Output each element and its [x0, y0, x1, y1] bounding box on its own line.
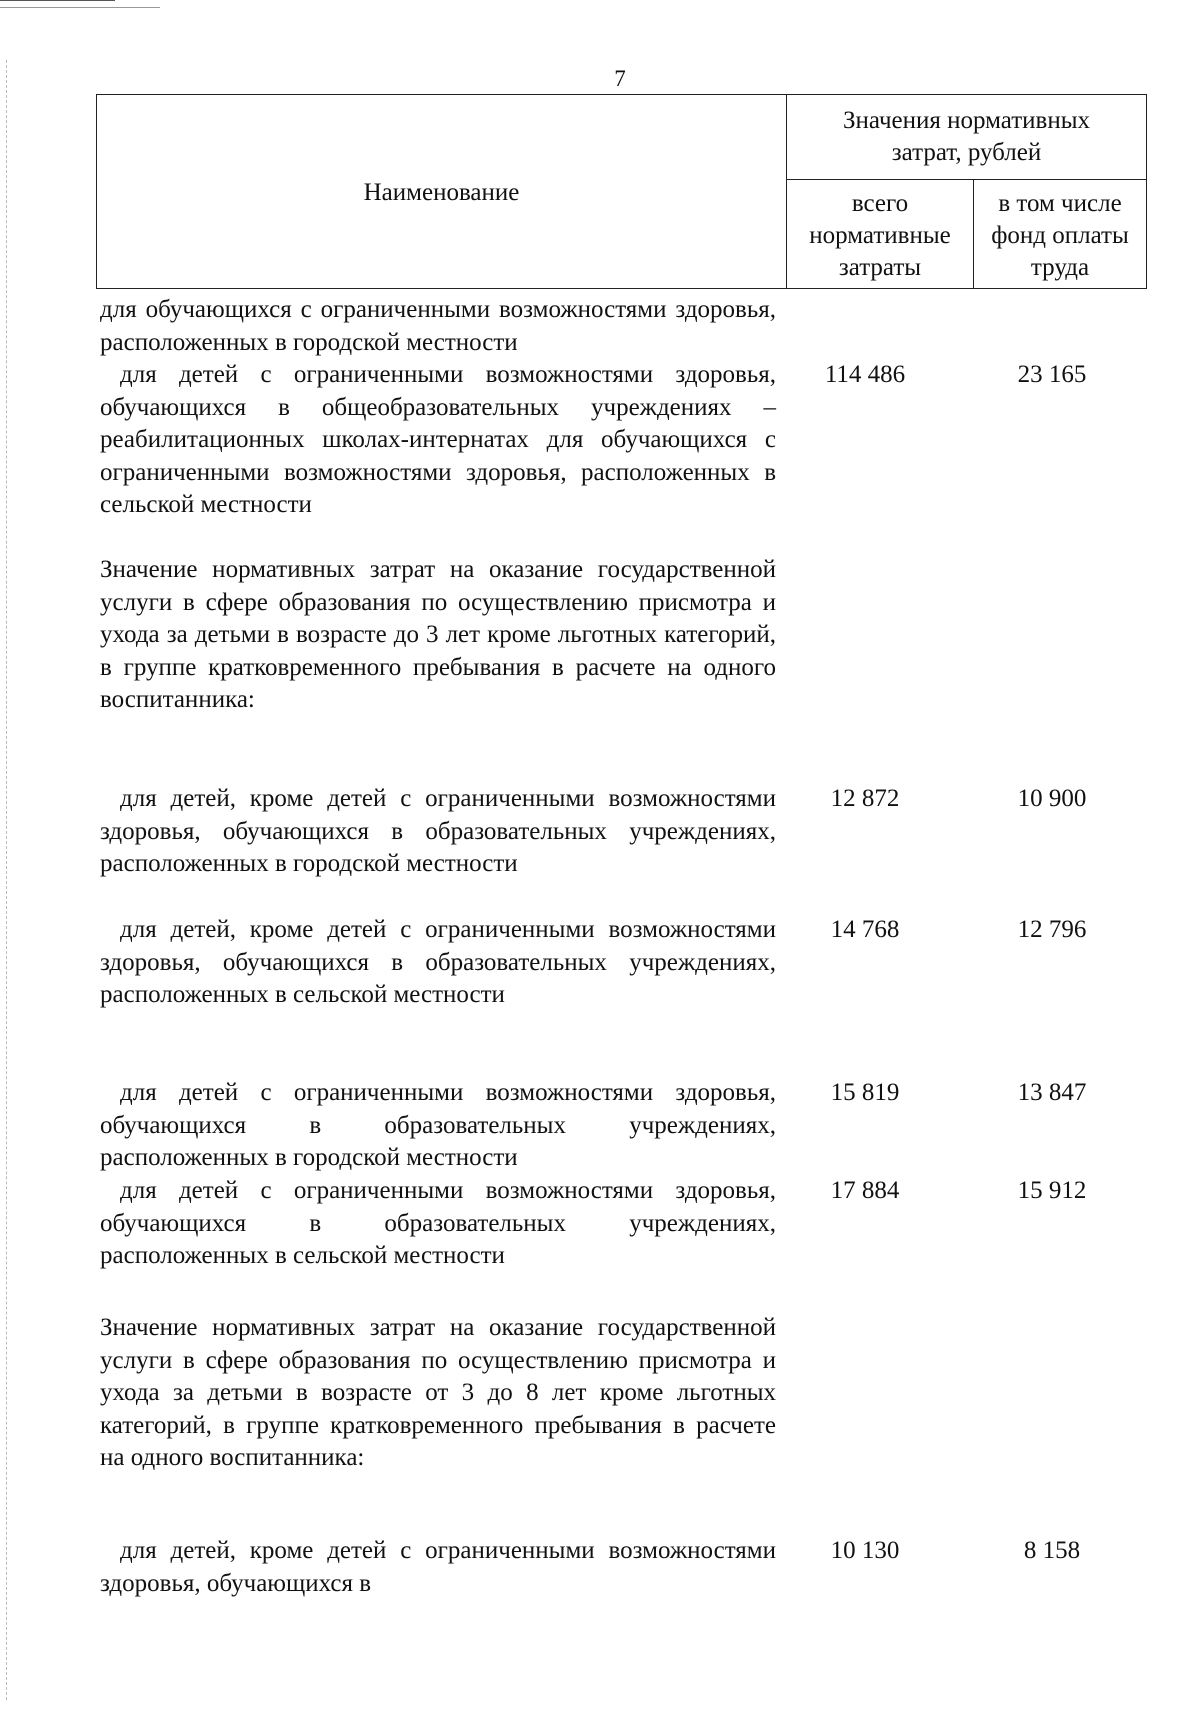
row-total-value: 15 819 — [830, 1079, 900, 1106]
row-description: для детей с ограниченными возможностями здоровья, обучающихся в образовательных учреждениях, расположенных в сельской местности — [100, 1177, 776, 1269]
section-description: Значение нормативных затрат на оказание государственной услуги в сфере образования по осуществлению присмотра и ухода за детьми в возрасте от 3 до 8 лет кроме льготных категорий, в группе кратковременного пребывания в расчете на одного воспитанника: — [100, 1314, 776, 1471]
row-description: для детей с ограниченными возможностями здоровья, обучающихся в образовательных учреждениях, расположенных в городской местности — [100, 1079, 776, 1171]
column-header-values-group — [787, 95, 1147, 180]
row-fot-value: 12 796 — [1017, 916, 1087, 943]
column-header-total-label: всего нормативные затраты — [809, 190, 951, 281]
row-description: для детей, кроме детей с ограниченными возможностями здоровья, обучающихся в — [100, 1537, 776, 1597]
row-description: для детей с ограниченными возможностями здоровья, обучающихся в общеобразовательных учреждениях – реабилитационных школах-интернатах для обучающихся с ограниченными возможностями здоровья, расположенных в сельской местности — [100, 361, 776, 518]
row-fot-value: 23 165 — [1017, 361, 1087, 388]
row-fot-value: 8 158 — [1023, 1537, 1081, 1564]
scan-margin-artifact — [6, 60, 8, 1700]
column-header-total — [787, 180, 974, 289]
row-total-value: 10 130 — [830, 1537, 900, 1564]
row-total-value: 12 872 — [830, 785, 900, 812]
page-number: 7 — [614, 66, 626, 91]
row-fot-value: 13 847 — [1017, 1079, 1087, 1106]
scan-artifact-line — [0, 0, 115, 1]
row-fot-value: 15 912 — [1017, 1177, 1087, 1204]
table-header — [96, 94, 1147, 289]
column-header-values-group-label: Значения нормативных затрат, рублей — [842, 107, 1091, 166]
row-total-value: 114 486 — [824, 361, 906, 388]
scan-artifact-line — [0, 7, 160, 8]
row-fot-value: 10 900 — [1017, 785, 1087, 812]
row-total-value: 14 768 — [830, 916, 900, 943]
row-total-value: 17 884 — [830, 1177, 900, 1204]
row-description: для детей, кроме детей с ограниченными возможностями здоровья, обучающихся в образовательных учреждениях, расположенных в сельской местности — [100, 916, 776, 1008]
row-description: для детей, кроме детей с ограниченными возможностями здоровья, обучающихся в образовательных учреждениях, расположенных в городской местности — [100, 785, 776, 877]
column-header-fot — [974, 180, 1147, 289]
column-header-name: Наименование — [97, 95, 787, 289]
section-description: Значение нормативных затрат на оказание государственной услуги в сфере образования по осуществлению присмотра и ухода за детьми в возрасте до 3 лет кроме льготных категорий, в группе кратковременного пребывания в расчете на одного воспитанника: — [100, 556, 776, 713]
column-header-fot-label: в том числе фонд оплаты труда — [991, 190, 1129, 281]
row-description: для обучающихся с ограниченными возможностями здоровья, расположенных в городской местности — [100, 296, 776, 356]
